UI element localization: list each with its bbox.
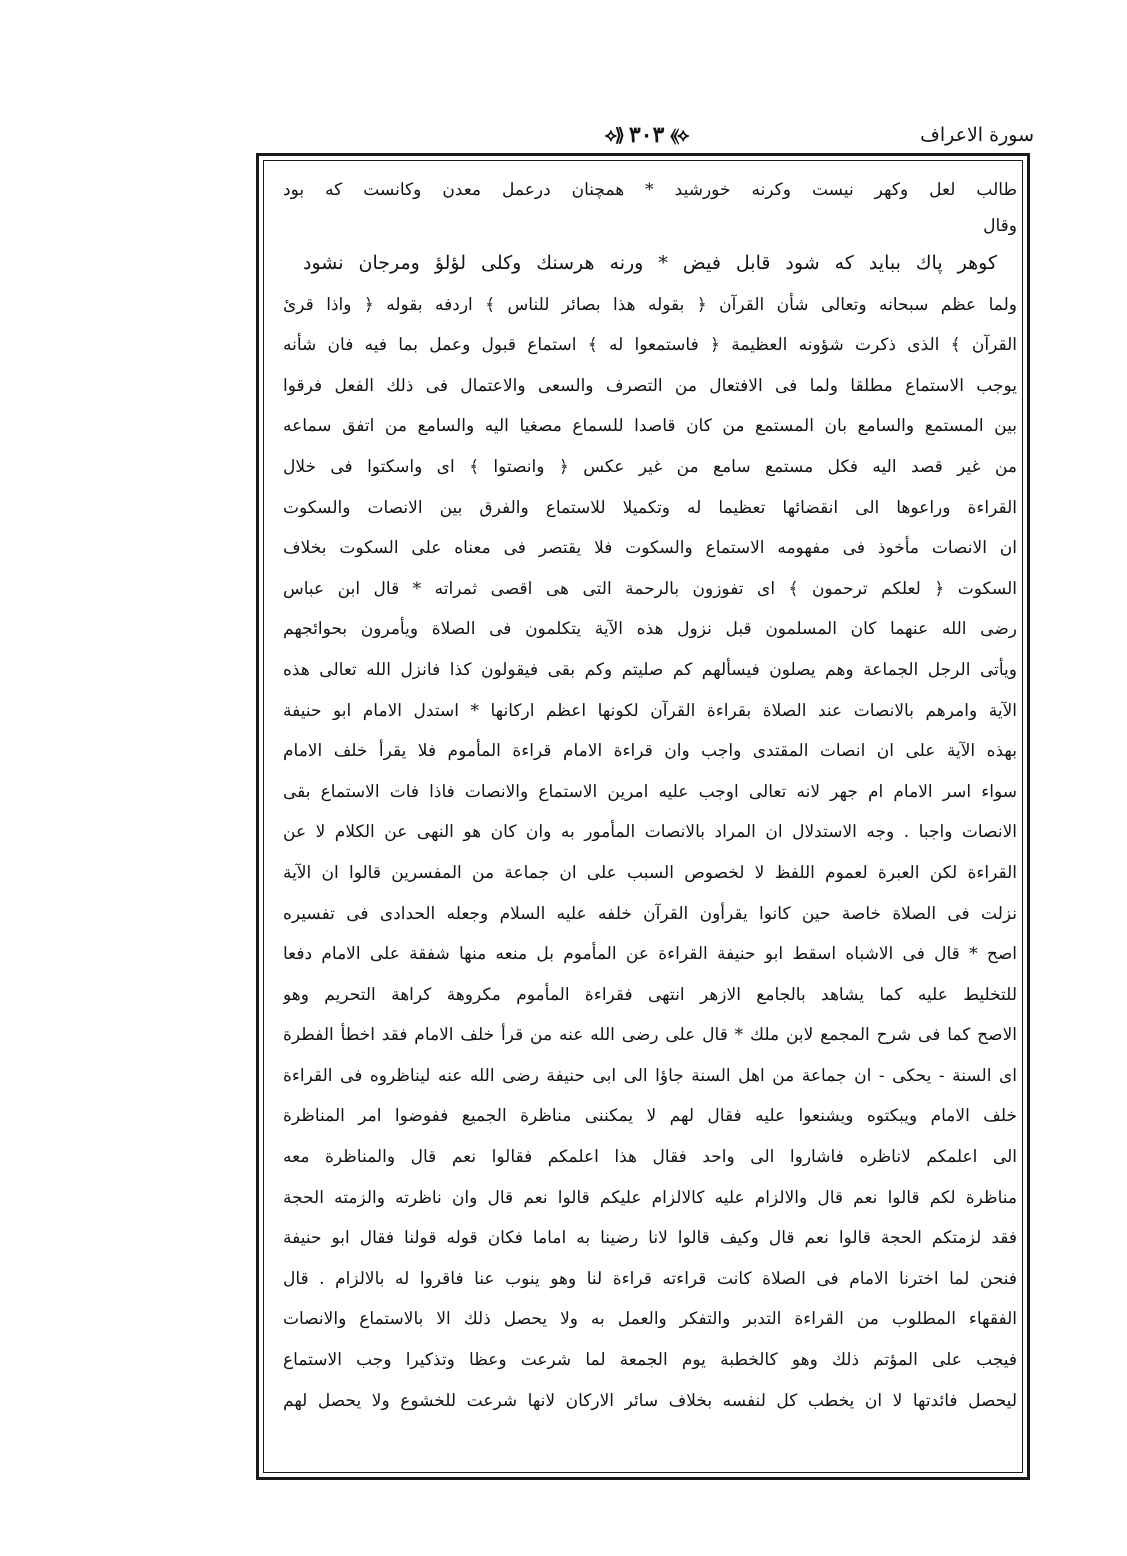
text-line: يوجب الاستماع مطلقا ولما فى الافتعال من التصرف والسعى والاعتمال فى ذلك الفعل فرقوا (283, 375, 1017, 396)
poem-intro: وقال (983, 215, 1017, 236)
poem-line-1: طالب لعل وكهر نيست وكرنه خورشيد * همچنان درعمل معدن وكانست كه بود (283, 180, 1017, 200)
commentary-text (283, 285, 1017, 1422)
text-line: خلف الامام ويبكتوه ويشنعوا عليه فقال لهم لا يمكننى مناظرة الجميع ففوضوا امر المناظرة (283, 1106, 1017, 1127)
text-line: السكوت ﴿ لعلكم ترحمون ﴾ اى تفوزون بالرحمة التى هى اقصى ثمراته * قال ابن عباس (283, 578, 1017, 599)
text-line: فقد لزمتكم الحجة قالوا نعم قال وكيف قالوا لانا رضينا به اماما فكان قوله قولنا فقال ابو حنيفة (283, 1228, 1017, 1249)
ornament-left-icon: ⟡⟫ (670, 124, 688, 146)
text-line: فيجب على المؤتم ذلك وهو كالخطبة يوم الجمعة لما شرعت وعظا وتذكيرا وجب الاستماع (283, 1350, 1017, 1371)
surah-title: سورة الاعراف (920, 124, 1034, 146)
text-line: ويأتى الرجل الجماعة وهم يصلون فيسألهم كم صليتم وكم بقى فيقولون كذا فانزل الله تعالى هذه (283, 659, 1017, 680)
text-line: بين المستمع والسامع بان المستمع من كان قاصدا للسماع مصغيا اليه والسامع من اتفق سماعه (283, 416, 1017, 437)
text-line: مناظرة لكم قالوا نعم قال والالزام عليه كالالزام عليكم قالوا نعم قال وان ناظرته والزمته الحجة (283, 1187, 1017, 1208)
text-line: ولما عظم سبحانه وتعالى شأن القرآن ﴿ بقوله هذا بصائر للناس ﴾ اردفه بقوله ﴿ واذا قرئ (283, 294, 1017, 315)
poem-line-2: كوهر پاك ببايد كه شود قابل فيض * ورنه هرسنك وكلى لؤلؤ ومرجان نشود (303, 251, 997, 274)
text-line: من غير قصد اليه فكل مستمع سامع من غير عكس ﴿ وانصتوا ﴾ اى واسكتوا فى خلال (283, 456, 1017, 477)
page-body (283, 170, 1017, 1466)
text-line: سواء اسر الامام ام جهر لانه تعالى اوجب عليه امرين الاستماع والانصات فاذا فات الاستماع بقى (283, 781, 1017, 802)
page-number-label (605, 122, 687, 148)
text-line: الانصات واجبا . وجه الاستدلال ان المراد بالانصات المأمور به وان كان هو النهى عن الكلام لا عن (283, 822, 1017, 843)
text-line: الآية وامرهم بالانصات عند الصلاة بقراءة القرآن لكونها اعظم اركانها * استدل الامام ابو حنيفة (283, 700, 1017, 721)
page-number: ٣٠٣ (628, 122, 665, 148)
text-line: الاصح كما فى شرح المجمع لابن ملك * قال على رضى الله عنه من قرأ خلف الامام فقد اخطأ الفطرة (283, 1025, 1017, 1046)
text-line: اى السنة - يحكى - ان جماعة من اهل السنة جاؤا الى ابى حنيفة رضى الله عنه ليناظروه فى القراءة (283, 1065, 1017, 1086)
text-line: ليحصل فائدتها لا ان يخطب كل لنفسه بخلاف سائر الاركان لانها شرعت للخشوع ولا يحصل لهم (283, 1390, 1017, 1411)
text-line: القرآن ﴾ الذى ذكرت شؤونه العظيمة ﴿ فاستمعوا له ﴾ استماع قبول وعمل بما فيه فان شأنه (283, 335, 1017, 356)
text-line: القراءة لكن العبرة لعموم اللفظ لا لخصوص السبب على ان جماعة من المفسرين قالوا ان الآية (283, 862, 1017, 883)
text-line: نزلت فى الصلاة خاصة حين كانوا يقرأون القرآن خلفه عليه السلام وجعله الحدادى فى تفسيره (283, 903, 1017, 924)
text-line: رضى الله عنهما كان المسلمون قبل نزول هذه الآية يتكلمون فى الصلاة ويأمرون بحوائجهم (283, 619, 1017, 640)
text-line: الى اعلمكم لاناظره فاشاروا الى واحد فقال هذا اعلمكم فقالوا نعم قال والمناظرة معه (283, 1147, 1017, 1168)
text-line: بهذه الآية على ان انصات المقتدى واجب وان قراءة الامام قراءة المأموم فلا يقرأ خلف الامام (283, 741, 1017, 762)
ornament-right-icon: ⟪⟡ (604, 124, 623, 146)
text-line: فنحن لما اخترنا الامام فى الصلاة كانت قراءته قراءة لنا وهو ينوب عنا فاقروا له بالالزام . قال (283, 1268, 1017, 1289)
text-line: ان الانصات مأخوذ فى مفهومه الاستماع والسكوت فلا يقتصر فى معناه على السكوت بخلاف (283, 538, 1017, 559)
text-line: القراءة وراعوها الى انقضائها تعظيما له وتكميلا للاستماع والفرق بين الانصات والسكوت (283, 497, 1017, 518)
text-line: للتخليط عليه كما يشاهد بالجامع الازهر انتهى فقراءة المأموم مكروهة كراهة التحريم وهو (283, 984, 1017, 1005)
text-line: الفقهاء المطلوب من القراءة التدبر والتفكر والعمل به ولا يحصل ذلك الا بالاستماع والانصات (283, 1309, 1017, 1330)
text-line: اصح * قال فى الاشباه اسقط ابو حنيفة القراءة عن المأموم بل منعه منها شفقة على الامام دفعا (283, 944, 1017, 965)
